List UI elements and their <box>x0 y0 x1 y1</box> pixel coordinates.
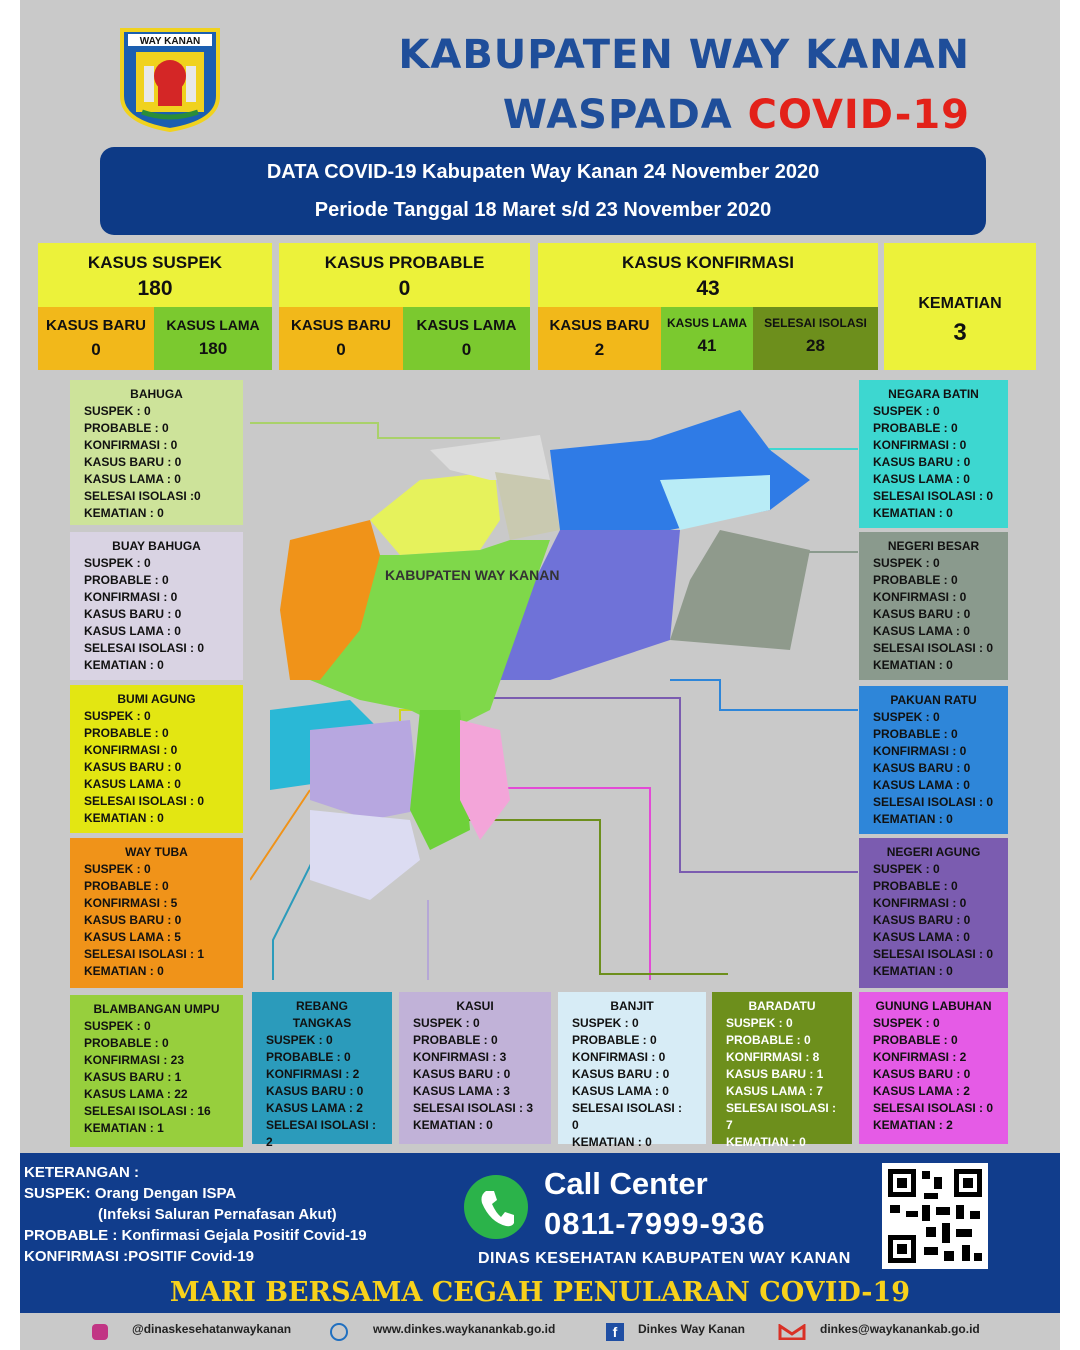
district-stat-line: SELESAI ISOLASI : 0 <box>873 641 994 655</box>
district-stat-line: KEMATIAN : 1 <box>84 1121 164 1135</box>
legend-konfirmasi: KONFIRMASI :POSITIF Covid-19 <box>24 1248 255 1265</box>
district-stat-line: PROBABLE : 0 <box>84 573 169 587</box>
district-stat-line: KEMATIAN : 0 <box>84 811 164 825</box>
district-card <box>859 838 1008 988</box>
district-stat-line: PROBABLE : 0 <box>873 727 958 741</box>
district-name: BLAMBANGAN UMPU <box>93 1002 220 1016</box>
district-stat-line: SUSPEK : 0 <box>266 1033 333 1047</box>
konfirmasi-baru <box>538 307 661 370</box>
district-stat-line: SUSPEK : 0 <box>84 1019 151 1033</box>
district-stat-line: KASUS LAMA : 0 <box>84 777 181 791</box>
district-stat-line: KONFIRMASI : 23 <box>84 1053 185 1067</box>
district-stat-line: KASUS LAMA : 7 <box>726 1084 823 1098</box>
district-card <box>70 685 243 833</box>
district-stat-line: KONFIRMASI : 0 <box>873 744 967 758</box>
district-stat-line: KONFIRMASI : 5 <box>84 896 178 910</box>
district-card <box>859 992 1008 1144</box>
district-stat-line: SELESAI ISOLASI : 0 <box>572 1101 683 1132</box>
district-name: BAHUGA <box>130 387 183 401</box>
konfirmasi-label: KASUS KONFIRMASI <box>622 253 794 272</box>
district-stat-line: SUSPEK : 0 <box>873 404 940 418</box>
probable-summary <box>279 243 530 307</box>
konfirmasi-baru-label: KASUS BARU <box>549 317 650 334</box>
district-card <box>712 992 852 1149</box>
district-stat-line: KEMATIAN : 0 <box>873 812 953 826</box>
district-name: GUNUNG LABUHAN <box>875 999 992 1013</box>
district-stat-line: PROBABLE : 0 <box>726 1033 811 1047</box>
legend-title: KETERANGAN : <box>24 1164 139 1181</box>
district-stat-line: SUSPEK : 0 <box>413 1016 480 1030</box>
dinas-name: DINAS KESEHATAN KABUPATEN WAY KANAN <box>478 1250 851 1267</box>
district-stat-line: KASUS LAMA : 0 <box>572 1084 669 1098</box>
konfirmasi-lama-label: KASUS LAMA <box>667 316 747 330</box>
district-stat-line: PROBABLE : 0 <box>84 1036 169 1050</box>
konfirmasi-selesai <box>753 307 878 370</box>
konfirmasi-baru-value: 2 <box>594 340 605 359</box>
district-card <box>252 992 392 1149</box>
district-name: NEGERI AGUNG <box>886 845 981 859</box>
district-stat-line: SELESAI ISOLASI :0 <box>84 489 201 503</box>
district-stat-line: SELESAI ISOLASI : 0 <box>873 489 994 503</box>
district-stat-line: KEMATIAN : 0 <box>873 506 953 520</box>
district-stat-line: KONFIRMASI : 0 <box>873 896 967 910</box>
phone-icon <box>464 1175 528 1239</box>
district-stat-line: KONFIRMASI : 0 <box>873 590 967 604</box>
district-stat-line: KASUS BARU : 0 <box>873 607 971 621</box>
suspek-value: 180 <box>137 277 173 300</box>
district-stat-line: KASUS BARU : 0 <box>84 760 182 774</box>
mail-icon <box>778 1324 806 1340</box>
district-stat-line: KONFIRMASI : 2 <box>266 1067 360 1081</box>
district-stat-line: KASUS LAMA : 2 <box>873 1084 970 1098</box>
logo-text: WAY KANAN <box>139 36 201 47</box>
district-name: NEGARA BATIN <box>888 387 979 401</box>
district-stat-line: KASUS LAMA : 0 <box>873 930 970 944</box>
district-stat-line: KONFIRMASI : 0 <box>873 438 967 452</box>
district-stat-line: SELESAI ISOLASI : 3 <box>413 1101 534 1115</box>
district-stat-line: KEMATIAN : 0 <box>84 964 164 978</box>
facebook-icon: f <box>606 1323 624 1341</box>
kematian-value: 3 <box>953 319 967 346</box>
suspek-label: KASUS SUSPEK <box>87 253 223 272</box>
map-label: KABUPATEN WAY KANAN <box>385 567 560 583</box>
district-stat-line: KASUS BARU : 0 <box>873 1067 971 1081</box>
district-name: REBANG TANGKAS <box>292 999 352 1030</box>
district-stat-line: PROBABLE : 0 <box>873 879 958 893</box>
district-stat-line: PROBABLE : 0 <box>873 1033 958 1047</box>
district-stat-line: PROBABLE : 0 <box>572 1033 657 1047</box>
globe-icon <box>330 1323 348 1341</box>
district-stat-line: KEMATIAN : 0 <box>873 964 953 978</box>
district-name: NEGERI BESAR <box>887 539 980 553</box>
district-name: BUAY BAHUGA <box>112 539 201 553</box>
district-stat-line: KASUS BARU : 1 <box>84 1070 182 1084</box>
probable-lama <box>403 307 530 370</box>
district-stat-line: SELESAI ISOLASI : 0 <box>84 794 205 808</box>
district-stat-line: KONFIRMASI : 0 <box>84 438 178 452</box>
district-stat-line: KASUS BARU : 0 <box>84 455 182 469</box>
district-stat-line: KONFIRMASI : 0 <box>572 1050 666 1064</box>
instagram-handle: @dinaskesehatanwaykanan <box>132 1322 292 1336</box>
district-stat-line: KEMATIAN : 0 <box>873 658 953 672</box>
district-stat-line: PROBABLE : 0 <box>413 1033 498 1047</box>
district-stat-line: KASUS LAMA : 3 <box>413 1084 510 1098</box>
konfirmasi-lama-value: 41 <box>697 336 717 355</box>
district-name: BARADATU <box>748 999 816 1013</box>
district-name: KASUI <box>456 999 494 1013</box>
slogan: MARI BERSAMA CEGAH PENULARAN COVID-19 <box>169 1277 911 1308</box>
district-stat-line: KASUS LAMA : 22 <box>84 1087 188 1101</box>
district-stat-line: SUSPEK : 0 <box>84 709 151 723</box>
email-address[interactable]: dinkes@waykanankab.go.id <box>820 1322 980 1336</box>
district-card <box>859 380 1008 528</box>
district-stat-line: SUSPEK : 0 <box>84 556 151 570</box>
district-stat-line: SELESAI ISOLASI : 0 <box>873 1101 994 1115</box>
district-stat-line: KEMATIAN : 0 <box>84 658 164 672</box>
banner-line1: DATA COVID-19 Kabupaten Way Kanan 24 November 2020 <box>266 161 820 183</box>
suspek-baru-value: 0 <box>91 340 101 359</box>
qr-code <box>882 1163 988 1269</box>
page-title: KABUPATEN WAY KANAN <box>398 32 970 78</box>
district-stat-line: KASUS LAMA : 0 <box>84 624 181 638</box>
district-card <box>859 532 1008 680</box>
call-center-title: Call Center <box>544 1166 708 1201</box>
district-stat-line: SUSPEK : 0 <box>873 1016 940 1030</box>
district-stat-line: KONFIRMASI : 8 <box>726 1050 820 1064</box>
district-stat-line: SELESAI ISOLASI : 16 <box>84 1104 211 1118</box>
subtitle-covid: COVID-19 <box>747 92 970 138</box>
district-stat-line: SELESAI ISOLASI : 0 <box>873 947 994 961</box>
district-stat-line: KASUS LAMA : 0 <box>873 624 970 638</box>
probable-baru-value: 0 <box>336 340 346 359</box>
district-card <box>70 380 243 525</box>
district-card <box>70 532 243 680</box>
district-stat-line: SUSPEK : 0 <box>873 862 940 876</box>
suspek-summary <box>38 243 272 307</box>
district-stat-line: PROBABLE : 0 <box>84 879 169 893</box>
way-kanan-logo <box>118 26 222 132</box>
district-stat-line: PROBABLE : 0 <box>266 1050 351 1064</box>
district-stat-line: KEMATIAN : 0 <box>413 1118 493 1132</box>
district-card <box>70 995 243 1147</box>
district-stat-line: KASUS LAMA : 0 <box>873 778 970 792</box>
district-stat-line: KONFIRMASI : 0 <box>84 743 178 757</box>
probable-label: KASUS PROBABLE <box>324 253 485 272</box>
suspek-baru-label: KASUS BARU <box>45 317 146 334</box>
district-stat-line: KONFIRMASI : 2 <box>873 1050 967 1064</box>
district-stat-line: KASUS LAMA : 2 <box>266 1101 363 1115</box>
district-stat-line: KASUS LAMA : 5 <box>84 930 181 944</box>
suspek-lama-label: KASUS LAMA <box>166 317 260 333</box>
district-stat-line: PROBABLE : 0 <box>84 726 169 740</box>
district-stat-line: KASUS LAMA : 0 <box>84 472 181 486</box>
district-stat-line: KEMATIAN : 0 <box>572 1135 652 1149</box>
suspek-lama-value: 180 <box>198 339 228 358</box>
district-stat-line: KASUS BARU : 0 <box>266 1084 364 1098</box>
instagram-icon <box>92 1324 108 1340</box>
suspek-lama <box>154 307 272 370</box>
kematian-summary <box>884 243 1036 370</box>
district-card <box>558 992 706 1149</box>
district-stat-line: SUSPEK : 0 <box>84 404 151 418</box>
district-stat-line: SELESAI ISOLASI : 1 <box>84 947 205 961</box>
district-stat-line: SELESAI ISOLASI : 2 <box>266 1118 377 1149</box>
district-stat-line: KASUS BARU : 0 <box>84 607 182 621</box>
district-stat-line: KEMATIAN : 0 <box>84 506 164 520</box>
legend-suspek: SUSPEK: Orang Dengan ISPA <box>24 1185 237 1202</box>
district-stat-line: PROBABLE : 0 <box>873 573 958 587</box>
district-stat-line: PROBABLE : 0 <box>84 421 169 435</box>
legend-probable: PROBABLE : Konfirmasi Gejala Positif Covid-19 <box>24 1227 367 1244</box>
suspek-baru <box>38 307 154 370</box>
district-stat-line: SUSPEK : 0 <box>572 1016 639 1030</box>
district-stat-line: KONFIRMASI : 3 <box>413 1050 507 1064</box>
call-center-number: 0811-7999-936 <box>544 1206 766 1241</box>
district-stat-line: KASUS BARU : 0 <box>413 1067 511 1081</box>
district-stat-line: SUSPEK : 0 <box>84 862 151 876</box>
district-stat-line: KONFIRMASI : 0 <box>84 590 178 604</box>
konfirmasi-selesai-value: 28 <box>806 336 825 355</box>
district-name: BANJIT <box>610 999 654 1013</box>
probable-lama-label: KASUS LAMA <box>416 317 517 334</box>
legend-ispa: (Infeksi Saluran Pernafasan Akut) <box>98 1206 337 1223</box>
district-name: BUMI AGUNG <box>117 692 196 706</box>
website-link[interactable]: www.dinkes.waykanankab.go.id <box>373 1322 556 1336</box>
probable-value: 0 <box>398 277 411 300</box>
district-stat-line: SUSPEK : 0 <box>873 556 940 570</box>
district-stat-line: KASUS BARU : 0 <box>873 761 971 775</box>
district-name: PAKUAN RATU <box>890 693 977 707</box>
district-card <box>399 992 551 1144</box>
district-name: WAY TUBA <box>125 845 188 859</box>
konfirmasi-value: 43 <box>696 277 720 300</box>
district-stat-line: SUSPEK : 0 <box>873 710 940 724</box>
probable-baru-label: KASUS BARU <box>290 317 391 334</box>
legend <box>24 1162 367 1267</box>
banner-line2: Periode Tanggal 18 Maret s/d 23 November 2020 <box>314 199 772 221</box>
district-stat-line: SELESAI ISOLASI : 0 <box>84 641 205 655</box>
district-stat-line: KASUS BARU : 0 <box>84 913 182 927</box>
district-stat-line: SUSPEK : 0 <box>726 1016 793 1030</box>
probable-lama-value: 0 <box>461 340 472 359</box>
district-stat-line: KASUS BARU : 0 <box>873 913 971 927</box>
district-stat-line: KASUS BARU : 1 <box>726 1067 824 1081</box>
district-stat-line: PROBABLE : 0 <box>873 421 958 435</box>
page-subtitle <box>503 92 970 138</box>
district-card <box>70 838 243 988</box>
konfirmasi-lama <box>661 307 753 370</box>
district-stat-line: SELESAI ISOLASI : 7 <box>726 1101 837 1132</box>
district-stat-line: KASUS BARU : 0 <box>873 455 971 469</box>
district-map <box>250 380 860 980</box>
district-stat-line: KASUS LAMA : 0 <box>873 472 970 486</box>
district-stat-line: KEMATIAN : 2 <box>873 1118 953 1132</box>
kematian-label: KEMATIAN <box>918 295 1002 312</box>
konfirmasi-summary <box>538 243 878 307</box>
facebook-name: Dinkes Way Kanan <box>638 1322 745 1336</box>
district-stat-line: SELESAI ISOLASI : 0 <box>873 795 994 809</box>
district-card <box>859 686 1008 834</box>
district-stat-line: KASUS BARU : 0 <box>572 1067 670 1081</box>
probable-baru <box>279 307 403 370</box>
district-stat-line: KEMATIAN : 0 <box>726 1135 806 1149</box>
date-banner <box>100 147 986 235</box>
konfirmasi-selesai-label: SELESAI ISOLASI <box>764 316 867 330</box>
subtitle-part1: WASPADA <box>502 92 748 138</box>
